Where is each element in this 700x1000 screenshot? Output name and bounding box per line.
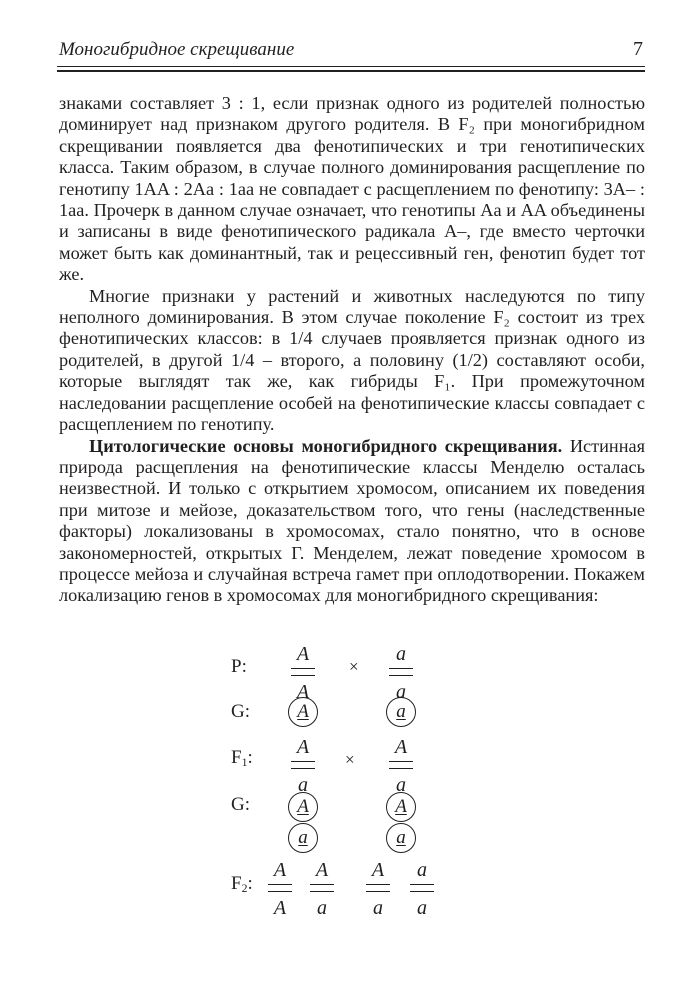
paragraph-3-body: Истинная природа расщепления на фенотипические классы Менделю осталась неизвестной. И только с открытием хромосом, описанием их поведения при митозе и мейозе, доказательством того, что гены (наследственные факторы) локализованы в хромосомах, стало понятно, что в основе закономерностей, открытых Г. Менделем, лежат поведение хромосом в процессе мейоза и случайная встреча гамет при оплодотворении. Покажем локализацию генов в хромосомах для моногибридного скрещивания: xyxy=(59,435,645,606)
paragraph-2: Многие признаки у растений и животных наследуются по типу неполного доминирования. В этом случае поколение F₂ состоит из трех фенотипических классов: в 1/4 случаев проявляется признак одного из родителей, в другой 1/4 – второго, а половину (1/2) составляют особи, которые выглядят так же, как гибриды F₁. При промежуточном наследовании расщепление особей на фенотипические классы совпадает с расщеплением по генотипу. xyxy=(59,285,645,435)
label-subscript: 2 xyxy=(241,881,248,895)
genotype-f2 xyxy=(358,858,398,920)
paragraph-3 xyxy=(59,436,645,607)
allele-top: A xyxy=(296,643,310,665)
allele-top: A xyxy=(394,736,408,758)
chromosome-pair-lines xyxy=(366,884,390,892)
page-number: 7 xyxy=(633,38,643,60)
genotype-f1-parent2 xyxy=(381,735,421,797)
label-letter: F xyxy=(231,873,242,894)
row-label-f1 xyxy=(231,747,253,769)
allele-bottom: a xyxy=(317,897,327,919)
allele-top: A xyxy=(371,859,385,881)
allele-bottom: a xyxy=(396,681,406,703)
allele-top: A xyxy=(273,859,287,881)
gamete-circle xyxy=(386,823,416,853)
row-label-g2: G: xyxy=(231,794,250,815)
gamete-allele: a xyxy=(396,701,406,722)
body-text xyxy=(59,93,645,607)
gamete-circle xyxy=(288,823,318,853)
gamete-circle xyxy=(386,697,416,727)
running-header xyxy=(57,34,645,64)
genotype-p-parent2 xyxy=(381,642,421,704)
section-heading: Цитологические основы моногибридного скрещивания. xyxy=(89,435,563,456)
label-subscript: 1 xyxy=(241,755,248,769)
gamete-allele: A xyxy=(297,796,309,817)
allele-top: a xyxy=(417,859,427,881)
allele-bottom: A xyxy=(273,897,287,919)
chromosome-pair-lines xyxy=(389,668,413,676)
genotype-f2 xyxy=(402,858,442,920)
genotype-f1-parent1 xyxy=(283,735,323,797)
gamete-allele: a xyxy=(298,827,308,848)
gamete-allele: A xyxy=(297,701,309,722)
genotype-f2 xyxy=(302,858,342,920)
allele-top: A xyxy=(296,736,310,758)
row-label-f2 xyxy=(231,873,253,895)
allele-bottom: a xyxy=(298,774,308,796)
genotype-f2 xyxy=(260,858,300,920)
cross-sign: × xyxy=(345,750,355,769)
gamete-allele: A xyxy=(395,796,407,817)
gamete-circle xyxy=(288,792,318,822)
chromosome-pair-lines xyxy=(291,668,315,676)
allele-top: a xyxy=(396,643,406,665)
cross-sign: × xyxy=(349,657,359,676)
row-label-g1: G: xyxy=(231,701,250,722)
chromosome-pair-lines xyxy=(291,761,315,769)
gamete-circle xyxy=(288,697,318,727)
chromosome-pair-lines xyxy=(268,884,292,892)
paragraph-1: знаками составляет 3 : 1, если признак одного из родителей полностью доминирует над признаком другого родителя. В F₂ при моногибридном скрещивании появляется два фенотипических и три генотипических класса. Таким образом, в случае полного доминирования расщепление по генотипу 1AA : 2Aa : 1aa не совпадает с расщеплением по фенотипу: 3A– : 1aa. Прочерк в данном случае означает, что генотипы Aa и AA объединены и записаны в виде фенотипического радикала A–, где вместо черточки может быть как доминантный, так и рецессивный ген, фенотип будет тот же. xyxy=(59,93,645,285)
chromosome-pair-lines xyxy=(389,761,413,769)
header-rule-thin xyxy=(57,66,645,67)
genotype-p-parent1 xyxy=(283,642,323,704)
allele-bottom: a xyxy=(396,774,406,796)
allele-bottom: a xyxy=(417,897,427,919)
header-rule-thick xyxy=(57,70,645,72)
chromosome-pair-lines xyxy=(310,884,334,892)
label-letter: F xyxy=(231,747,242,768)
gamete-allele: a xyxy=(396,827,406,848)
gamete-circle xyxy=(386,792,416,822)
allele-bottom: a xyxy=(373,897,383,919)
allele-top: A xyxy=(315,859,329,881)
allele-bottom: A xyxy=(296,681,310,703)
chromosome-pair-lines xyxy=(410,884,434,892)
label-colon: : xyxy=(247,747,253,768)
running-header-title: Моногибридное скрещивание xyxy=(59,39,295,60)
label-colon: : xyxy=(247,873,253,894)
row-label-p: P: xyxy=(231,656,247,677)
